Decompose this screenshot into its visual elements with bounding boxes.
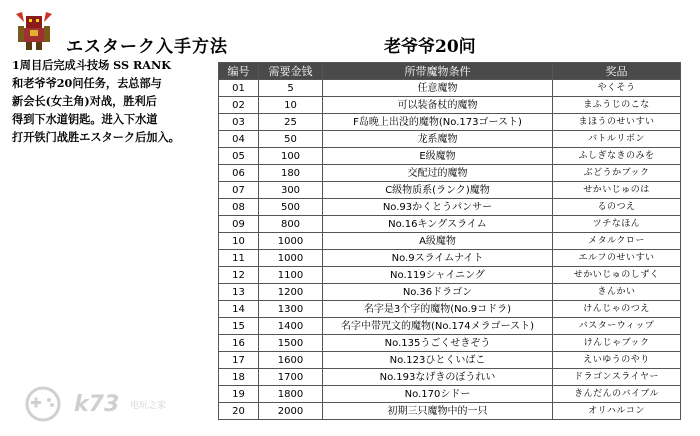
cell-prize: えいゆうのやり [553,352,681,369]
cell-id: 02 [219,97,259,114]
cell-cost: 10 [259,97,323,114]
cell-id: 08 [219,199,259,216]
cell-prize: るのつえ [553,199,681,216]
table-row [219,80,681,97]
cell-cost: 100 [259,148,323,165]
cell-prize: やくそう [553,80,681,97]
cell-cost: 1500 [259,335,323,352]
table-row [219,369,681,386]
cell-prize: せかいじゅのしずく [553,267,681,284]
cell-condition: 初期三只魔物中的一只 [323,403,553,420]
cell-id: 18 [219,369,259,386]
cell-condition: E级魔物 [323,148,553,165]
header-cost: 需要金钱 [259,63,323,80]
cell-prize: きんだんのバイブル [553,386,681,403]
cell-cost: 25 [259,114,323,131]
table-header-row [219,63,681,80]
table-row [219,182,681,199]
cell-cost: 1300 [259,301,323,318]
cell-cost: 800 [259,216,323,233]
cell-cost: 300 [259,182,323,199]
cell-cost: 180 [259,165,323,182]
cell-prize: ドラゴンスライヤー [553,369,681,386]
cell-condition: 龙系魔物 [323,131,553,148]
cell-id: 04 [219,131,259,148]
cell-prize: まほうのせいすい [553,114,681,131]
cell-condition: No.170シドー [323,386,553,403]
table-row [219,199,681,216]
cell-id: 06 [219,165,259,182]
cell-condition: 任意魔物 [323,80,553,97]
cell-condition: A级魔物 [323,233,553,250]
cell-prize: オリハルコン [553,403,681,420]
table-row [219,114,681,131]
cell-prize: ツチなほん [553,216,681,233]
cell-id: 14 [219,301,259,318]
table-row [219,335,681,352]
table-row [219,131,681,148]
quest-title: 老爷爷20问 [384,37,476,57]
cell-condition: C级物质系(ランク)魔物 [323,182,553,199]
cell-prize: けんじゃのつえ [553,301,681,318]
header-prize: 奖品 [553,63,681,80]
table-row [219,284,681,301]
cell-cost: 1000 [259,233,323,250]
cell-id: 11 [219,250,259,267]
cell-id: 19 [219,386,259,403]
cell-condition: No.193なげきのぼうれい [323,369,553,386]
header-id: 编号 [219,63,259,80]
cell-condition: No.93かくとうパンサー [323,199,553,216]
cell-condition: 名字中带咒文的魔物(No.174メラゴースト) [323,318,553,335]
gamepad-icon [18,386,68,422]
cell-prize: バスターウィップ [553,318,681,335]
cell-prize: ぶどうかブック [553,165,681,182]
cell-condition: No.135うごくせきぞう [323,335,553,352]
cell-id: 15 [219,318,259,335]
reward-table-container [218,62,680,420]
cell-prize: メタルクロー [553,233,681,250]
cell-id: 05 [219,148,259,165]
watermark-text: k73 [74,392,120,417]
table-row [219,352,681,369]
cell-prize: ふしぎなきのみを [553,148,681,165]
cell-id: 16 [219,335,259,352]
cell-cost: 1800 [259,386,323,403]
cell-prize: エルフのせいすい [553,250,681,267]
table-row [219,233,681,250]
cell-condition: No.36ドラゴン [323,284,553,301]
cell-prize: バトルリボン [553,131,681,148]
table-row [219,267,681,284]
watermark-subtext: 电玩之家 [130,401,167,411]
cell-condition: No.123ひとくいばこ [323,352,553,369]
cell-cost: 1200 [259,284,323,301]
table-row [219,403,681,420]
table-row [219,97,681,114]
table-row [219,318,681,335]
cell-id: 07 [219,182,259,199]
table-row [219,250,681,267]
cell-condition: 名字是3个字的魔物(No.9コドラ) [323,301,553,318]
cell-cost: 500 [259,199,323,216]
cell-id: 01 [219,80,259,97]
reward-table [218,62,681,420]
cell-cost: 1600 [259,352,323,369]
intro-text: 1周目后完成斗技场 SS RANK 和老爷爷20问任务，去总部与 新会长(女主角)对战，胜利后 得到下水道钥匙。进入下水道 打开铁门战胜エスターク后加入。 [12,58,180,144]
cell-cost: 2000 [259,403,323,420]
cell-cost: 1700 [259,369,323,386]
cell-id: 17 [219,352,259,369]
header-condition: 所带魔物条件 [323,63,553,80]
cell-prize: せかいじゅのは [553,182,681,199]
table-row [219,301,681,318]
cell-cost: 1400 [259,318,323,335]
cell-prize: けんじゃブック [553,335,681,352]
table-row [219,216,681,233]
cell-id: 12 [219,267,259,284]
table-row [219,386,681,403]
cell-condition: No.119シャイニング [323,267,553,284]
cell-condition: 交配过的魔物 [323,165,553,182]
watermark [18,386,218,426]
cell-prize: まふうじのこな [553,97,681,114]
cell-condition: No.16キングスライム [323,216,553,233]
monster-sprite-icon [14,8,54,52]
cell-condition: 可以装备杖的魔物 [323,97,553,114]
page-title: エスターク入手方法 [66,37,228,57]
cell-id: 10 [219,233,259,250]
cell-cost: 1000 [259,250,323,267]
table-row [219,148,681,165]
cell-id: 09 [219,216,259,233]
cell-cost: 5 [259,80,323,97]
cell-id: 13 [219,284,259,301]
cell-prize: きんかい [553,284,681,301]
table-row [219,165,681,182]
cell-cost: 1100 [259,267,323,284]
cell-cost: 50 [259,131,323,148]
cell-condition: F岛晚上出没的魔物(No.173ゴースト) [323,114,553,131]
cell-id: 03 [219,114,259,131]
cell-condition: No.9スライムナイト [323,250,553,267]
cell-id: 20 [219,403,259,420]
